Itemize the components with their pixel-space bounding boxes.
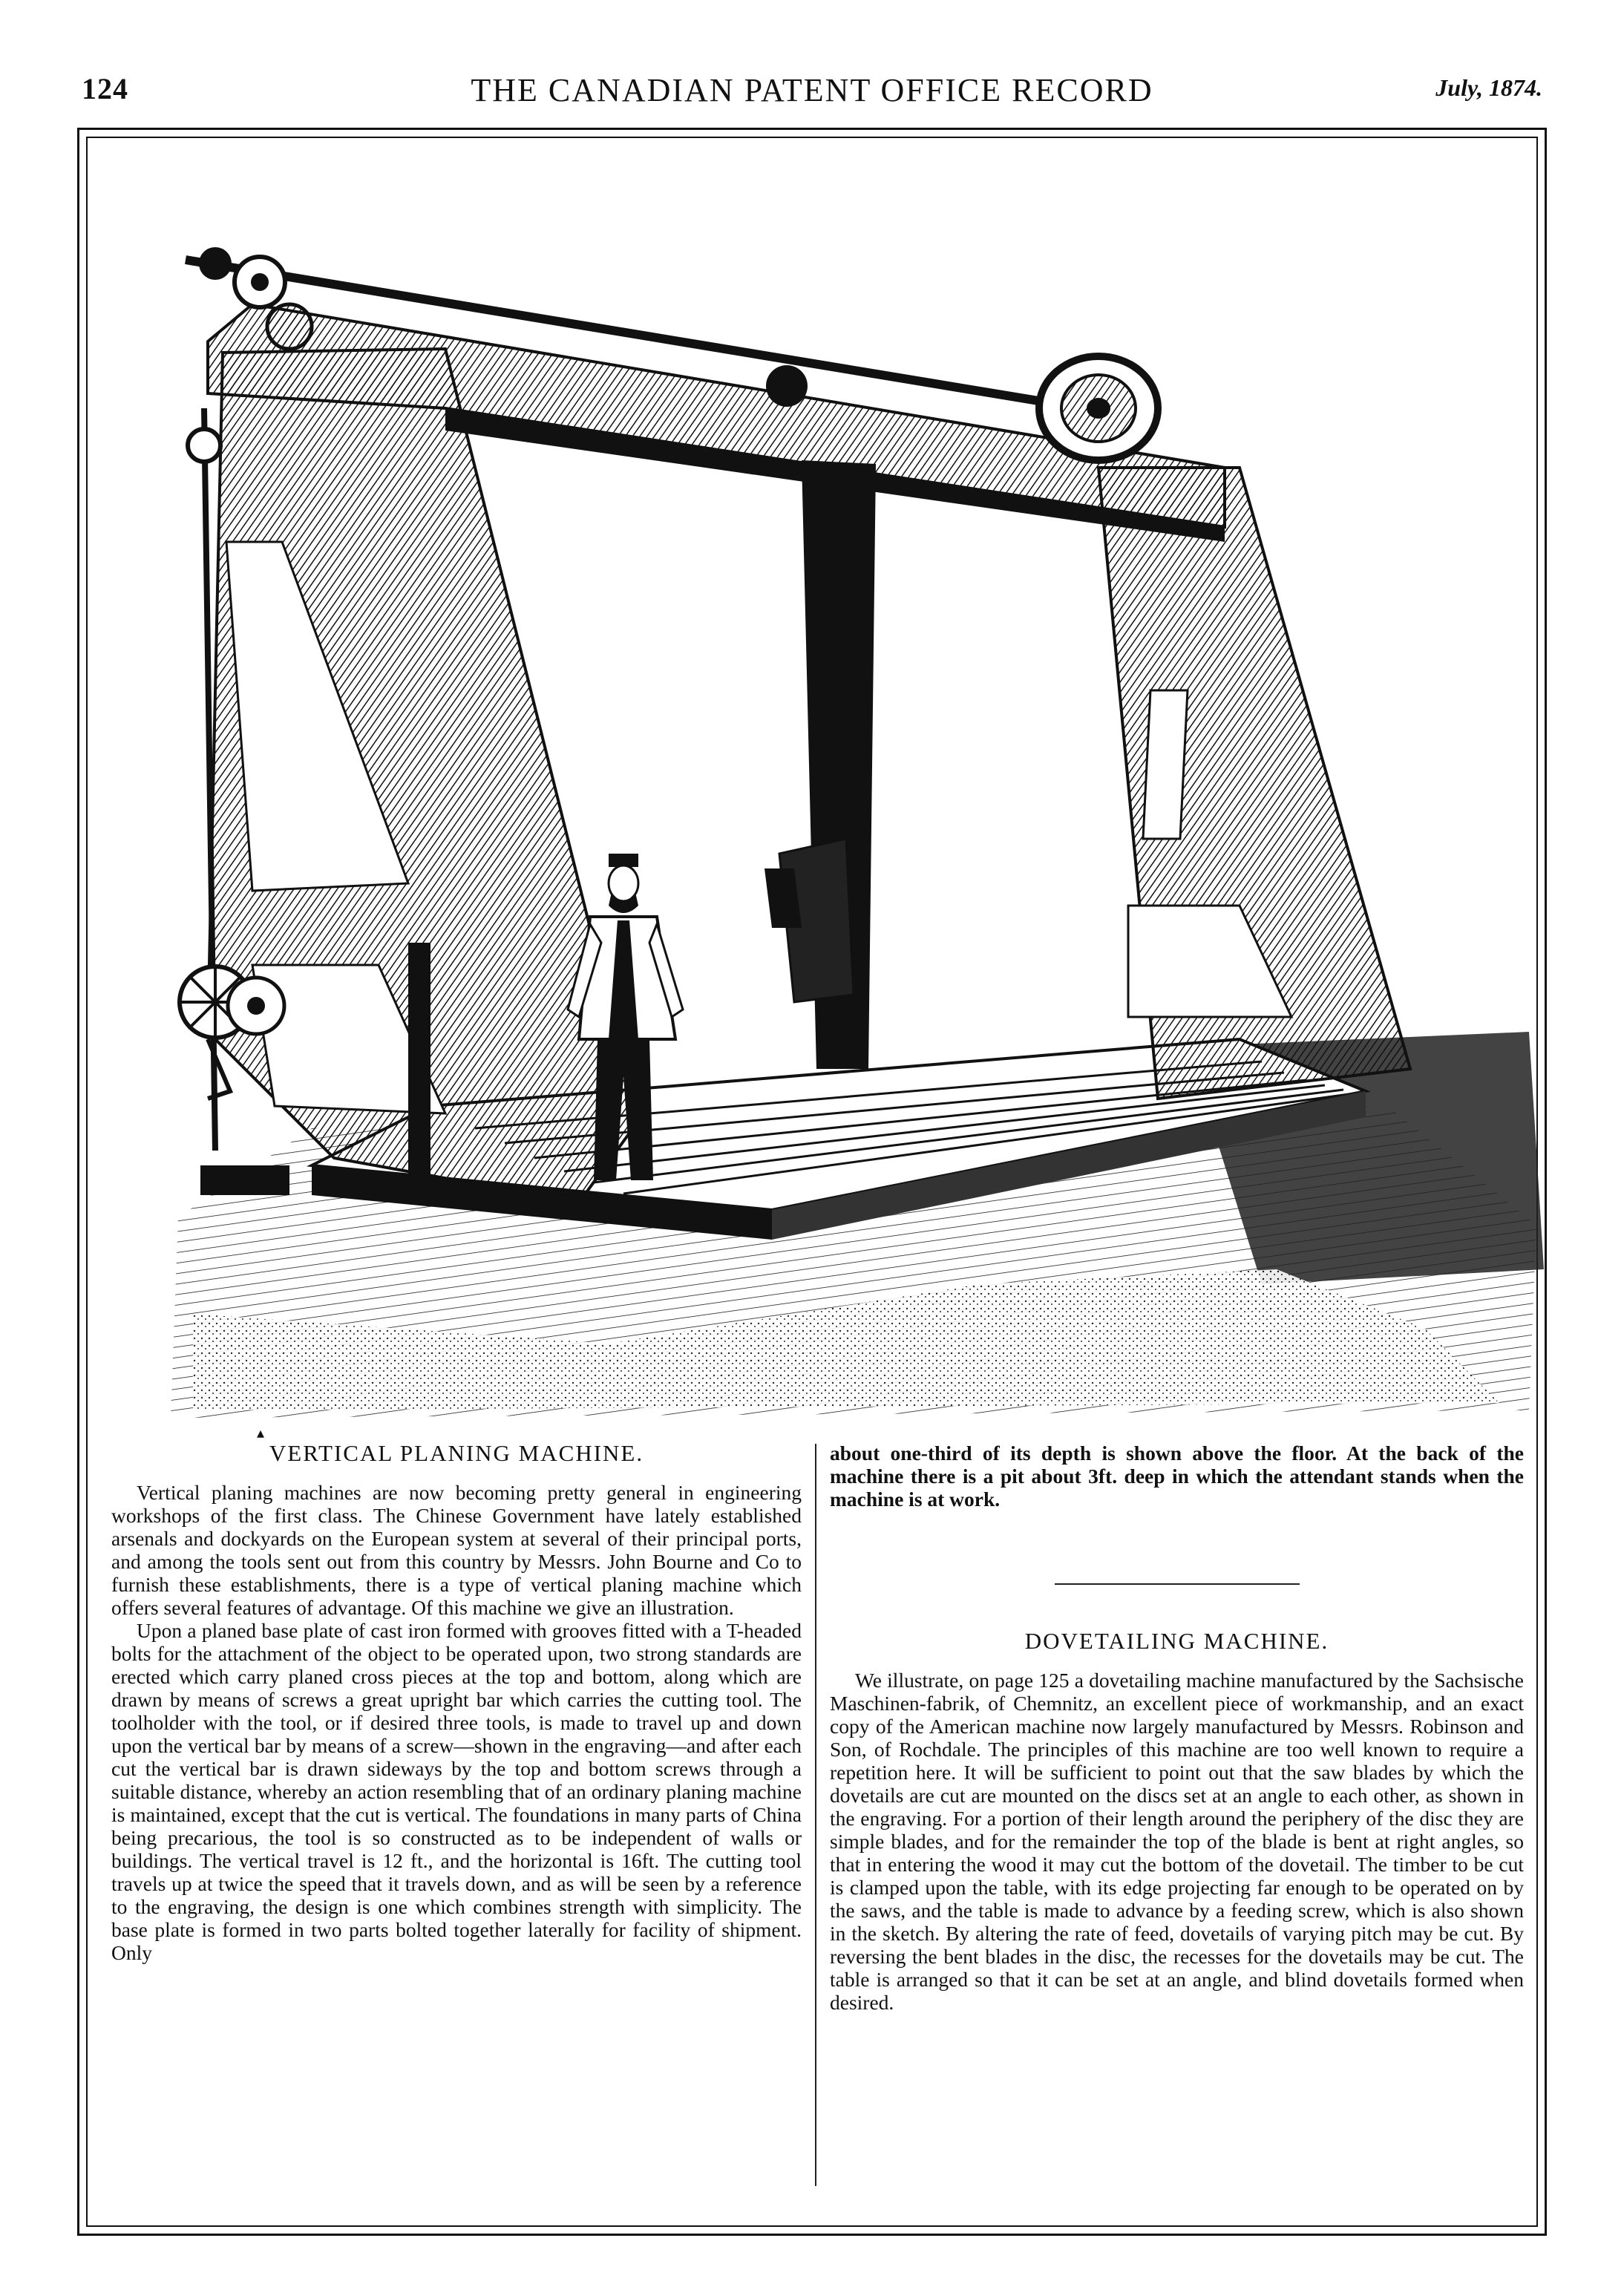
article-title: DOVETAILING MACHINE. — [1024, 1628, 1329, 1654]
article-title: VERTICAL PLANING MACHINE. — [269, 1440, 644, 1466]
page-number: 124 — [82, 72, 128, 105]
right-column — [830, 1442, 1524, 2014]
paragraph: about one-third of its depth is shown above the floor. At the back of the machine there is a pit about 3ft. deep in which the attendant stands when the machine is at work. — [830, 1442, 1524, 1511]
page-header — [82, 71, 1542, 113]
section-divider — [1055, 1583, 1300, 1585]
article-body — [111, 1481, 802, 1964]
vertical-planing-machine-illustration — [163, 215, 1544, 1433]
article-body — [830, 1669, 1524, 2014]
running-title: THE CANADIAN PATENT OFFICE RECORD — [471, 72, 1153, 108]
paragraph: Upon a planed base plate of cast iron formed with grooves fitted with a T-headed bolts for the attachment of the object to be operated upon, two strong standards are erected which carry planed cross pieces at the top and bottom, along which are drawn by means of screws a great upright bar which carries the cutting tool. The toolholder with the tool, or if desired three tools, is made to travel up and down upon the vertical bar by means of a screw—shown in the engraving—and after each cut the vertical bar is drawn sideways by the top and bottom screws through a suitable distance, whereby an action resembling that of an ordinary planing machine is maintained, except that the cut is vertical. The foundations in many parts of China being precarious, the tool is so constructed as to be independent of walls or buildings. The vertical travel is 12 ft., and the horizontal is 16ft. The cutting tool travels up at twice the speed that it travels down, and as will be seen by a reference to the engraving, the design is one which combines strength with simplicity. The base plate is formed in two parts bolted together laterally for facility of shipment. Only — [111, 1619, 802, 1964]
column-divider — [815, 1444, 816, 2186]
paragraph: We illustrate, on page 125 a dovetailing machine manufactured by the Sachsische Maschinen-fabrik, of Chemnitz, an excellent piece of workmanship, and an exact copy of the American machine now largely manufactured by Messrs. Robinson and Son, of Rochdale. The principles of this machine are too well known to require a repetition here. It will be sufficient to point out that the saw blades by which the dovetails are cut are mounted on the discs set at an angle to each other, as shown in the engraving. For a portion of their length around the periphery of the disc they are simple blades, and for the remainder the top of the blade is bent at right angles, so that in entering the wood it may cut the bottom of the dovetail. The timber to be cut is clamped upon the table, with its edge projecting far enough to be operated on by the saws, and the table is made to advance by a feeding screw, which is also shown in the sketch. By altering the rate of feed, dovetails of varying pitch may be cut. By reversing the bent blades in the disc, the recesses for the dovetails may be cut. The table is arranged so that it can be set at an angle, and blind dovetails formed when desired. — [830, 1669, 1524, 2014]
paragraph: Vertical planing machines are now becoming pretty general in engineering workshops of the first class. The Chinese Government have lately established arsenals and dockyards on the European system at several of their principal ports, and among the tools sent out from this country by Messrs. John Bourne and Co to furnish these establishments, there is a type of vertical planing machine which offers several features of advantage. Of this machine we give an illustration. — [111, 1481, 802, 1619]
caret-mark: ▴ — [257, 1425, 265, 1442]
article-continuation — [830, 1442, 1524, 1511]
left-column — [111, 1442, 802, 1964]
issue-date: July, 1874. — [1435, 74, 1542, 101]
machine-engraving — [163, 215, 1544, 1433]
